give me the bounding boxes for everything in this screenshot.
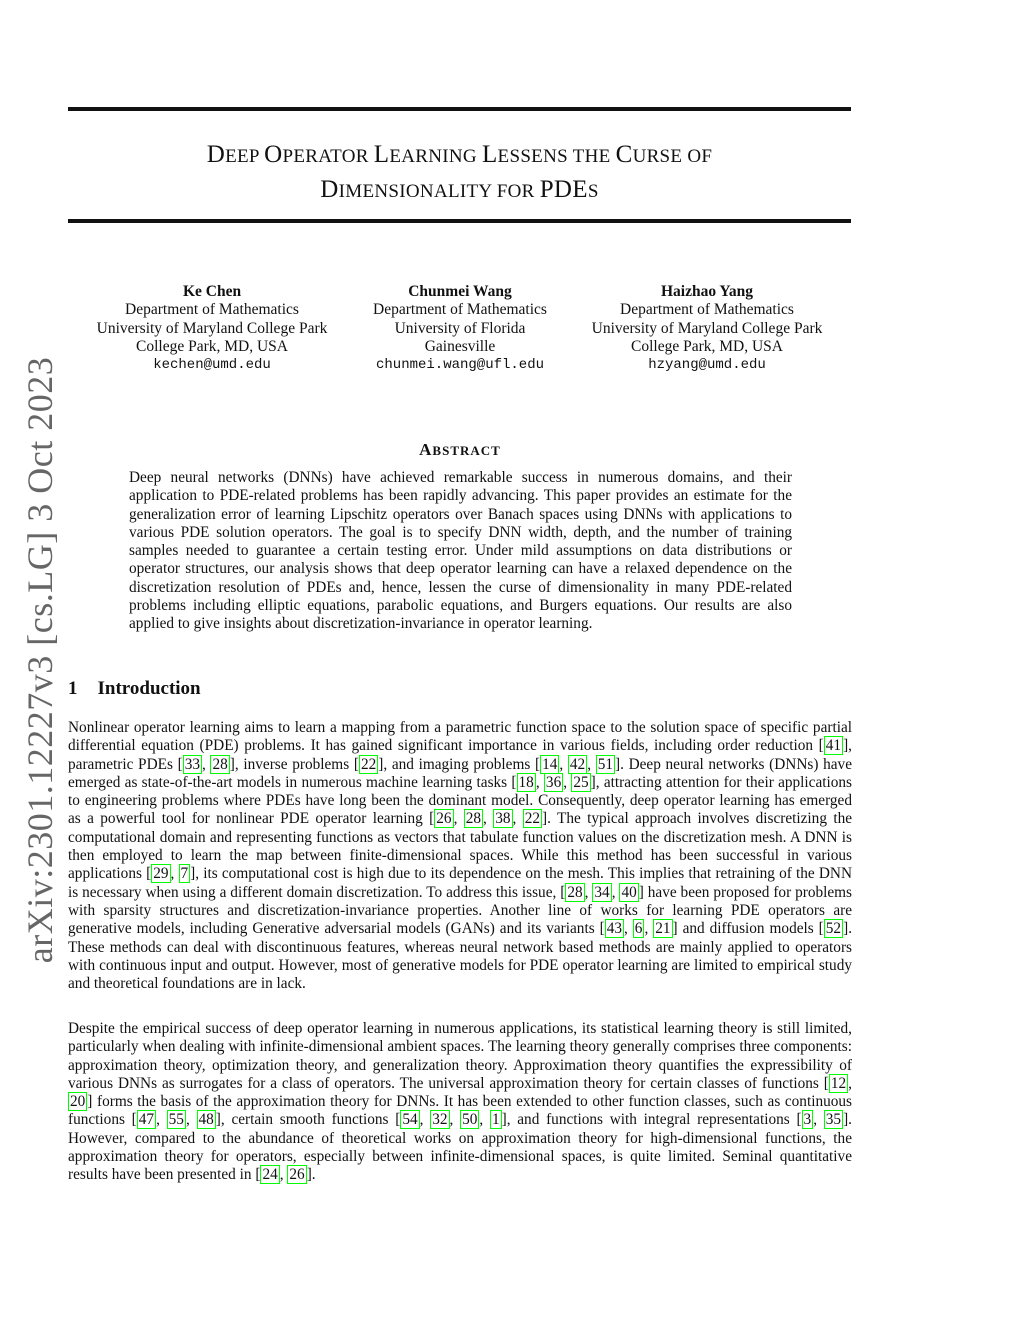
- citation-link[interactable]: 41: [825, 737, 842, 755]
- citation: [ 24 , 26 ]: [255, 1166, 312, 1184]
- citation-link[interactable]: 12: [830, 1074, 847, 1092]
- author-department: Department of Mathematics: [125, 301, 299, 319]
- author-email[interactable]: hzyang@umd.edu: [648, 357, 766, 374]
- citation: [ 3 , 35 ]: [796, 1111, 849, 1129]
- author-location: College Park, MD, USA: [631, 337, 783, 355]
- title-segment: D: [320, 176, 339, 203]
- citation: [ 12 , 20 ]: [70, 1074, 852, 1111]
- title-segment: URSE OF: [632, 146, 713, 167]
- author-email[interactable]: chunmei.wang@ufl.edu: [375, 357, 545, 374]
- author-email[interactable]: kechen@umd.edu: [153, 357, 271, 374]
- author-location: Gainesville: [424, 337, 496, 355]
- author-department: Department of Mathematics: [620, 301, 794, 319]
- title-segment: IMENSIONALITY FOR: [338, 181, 540, 202]
- citation-link[interactable]: 28: [465, 810, 482, 828]
- citation-link[interactable]: 40: [621, 883, 637, 901]
- abstract-heading-initial: A: [419, 440, 433, 459]
- citation-link[interactable]: 25: [573, 773, 589, 791]
- citation-link[interactable]: 22: [360, 755, 377, 773]
- citation-link[interactable]: 51: [597, 755, 613, 773]
- citation: [ 43 , 6 , 21 ]: [599, 920, 678, 938]
- author-institution: University of Maryland College Park: [96, 319, 328, 337]
- citation: [ 33 , 28 ]: [177, 755, 235, 773]
- citation: [ 41 ]: [818, 737, 849, 755]
- citation-link[interactable]: 14: [542, 755, 558, 773]
- citation-link[interactable]: 22: [524, 810, 540, 828]
- citation: [ 28 , 34 , 40 ]: [560, 883, 644, 901]
- citation-link[interactable]: 28: [567, 883, 583, 901]
- author-2: [320, 283, 600, 374]
- citation-link[interactable]: 34: [594, 883, 610, 901]
- title-segment: O: [264, 141, 283, 168]
- citation-link[interactable]: 54: [402, 1111, 418, 1129]
- intro-paragraph-2: Despite the empirical success of deep operator learning in numerous applications, its statistical learning theory is still limited, particularly when dealing with infinite-dimensional ambient spaces. The learning theory generally comprises three components: approximation theory, optimization theory, and generalization theory. Approximation theory quantifies the expressibility of various DNNs as surrogates for a class of operators. The universal approximation theory for certain classes of functions [ 12 , 20 ] forms the basis of the approximation theory for DNNs. It has been extended to other function classes, such as continuous functions [ 47 , 55 , 48 ], certain smooth functions [ 54 , 32 , 50 , 1 ], and functions with integral representations [ 3 , 35 ]. However, compared to the abundance of theoretical works on approximation theory for high-dimensional functions, the approximation theory for operators, especially between infinite-dimensional spaces, is quite limited. Seminal quantitative results have been presented in [ 24 , 26 ].: [68, 1020, 852, 1184]
- citation: [ 52 ]: [818, 920, 849, 938]
- citation: [ 54 , 32 , 50 , 1 ]: [395, 1111, 507, 1129]
- author-1: [72, 283, 352, 374]
- paper-title: [68, 138, 851, 208]
- arxiv-identifier: arXiv:2301.12227v3 [cs.LG] 3 Oct 2023: [20, 356, 60, 964]
- citation-link[interactable]: 42: [569, 755, 586, 773]
- citation-link[interactable]: 7: [180, 865, 189, 883]
- title-segment: L: [373, 141, 390, 168]
- author-name: Chunmei Wang: [408, 283, 512, 300]
- citation: [ 14 , 42 , 51 ]: [534, 755, 621, 773]
- citation-link[interactable]: 55: [168, 1111, 184, 1129]
- abstract-text: Deep neural networks (DNNs) have achieved remarkable success in numerous domains, and their application to PDE-related problems has been rapidly advancing. This paper provides an estimate for the generalization error of learning Lipschitz operators over Banach spaces using DNNs with applications to various PDE solution operators. The goal is to specify DNN width, depth, and the number of training samples needed to guarantee a certain testing error. Under mild assumptions on data distributions or operator structures, our analysis shows that deep operator learning can have a relaxed dependence on the discretization resolution of PDEs and, hence, lessen the curse of dimensionality in many PDE-related problems including elliptic equations, parabolic equations, and Burgers equations. Our results are also applied to give insights about discretization-invariance in operator learning.: [129, 469, 792, 633]
- author-3: [567, 283, 847, 374]
- author-name: Haizhao Yang: [660, 283, 753, 300]
- citation-link[interactable]: 38: [495, 810, 511, 828]
- citation: [ 47 , 55 , 48 ]: [131, 1111, 221, 1129]
- title-segment: ESSENS THE: [497, 146, 616, 167]
- citation-link[interactable]: 35: [825, 1111, 842, 1129]
- citation-link[interactable]: 26: [289, 1166, 305, 1184]
- citation-link[interactable]: 1: [491, 1111, 500, 1129]
- abstract-heading: [0, 440, 920, 460]
- citation-link[interactable]: 21: [655, 920, 671, 938]
- citation-link[interactable]: 24: [262, 1166, 278, 1184]
- title-segment: EEP: [225, 146, 265, 167]
- title-segment: PDE: [539, 176, 588, 203]
- citation-link[interactable]: 18: [518, 773, 534, 791]
- title-rule-top: [68, 107, 851, 111]
- author-location: College Park, MD, USA: [136, 337, 288, 355]
- citation-link[interactable]: 43: [606, 920, 623, 938]
- title-line-1: [68, 138, 851, 173]
- citation-link[interactable]: 33: [184, 755, 200, 773]
- citation-link[interactable]: 28: [212, 755, 228, 773]
- author-name: Ke Chen: [182, 283, 242, 300]
- citation-link[interactable]: 29: [153, 865, 169, 883]
- title-segment: L: [481, 141, 498, 168]
- citation-link[interactable]: 6: [634, 920, 643, 938]
- citation-link[interactable]: 50: [462, 1111, 478, 1129]
- intro-paragraph-1: Nonlinear operator learning aims to learn a mapping from a parametric function space to the solution space of specific partial differential equation (PDE) problems. It has gained significant importance in various fields, including order reduction [ 41 ], parametric PDEs [ 33 , 28 ], inverse problems [ 22 ], and imaging problems [ 14 , 42 , 51 ]. Deep neural networks (DNNs) have emerged as state-of-the-art models in numerous machine learning tasks [ 18 , 36 , 25 ], attracting attention for their applications to engineering problems where PDEs have long been the dominant model. Consequently, deep operator learning has emerged as a powerful tool for nonlinear PDE operator learning [ 26 , 28 , 38 , 22 ]. The typical approach involves discretizing the computational domain and representing functions as vectors that tabulate function values on the discretization mesh. A DNN is then employed to learn the map between finite-dimensional spaces. While this method has been successful in various applications [ 29 , 7 ], its computational cost is high due to its dependence on the mesh. This implies that retraining of the DNN is necessary when using a different domain discretization. To address this issue, [ 28 , 34 , 40 ] have been proposed for problems with sparsity structures and discretization-invariance properties. Another line of works for learning PDE operators are generative models, including Generative adversarial models (GANs) and its variants [ 43 , 6 , 21 ] and diffusion models [ 52 ]. These methods can deal with discontinuous features, whereas neural network based methods are mainly applied to operators with continuous input and output. However, most of generative models for PDE operator learning are limited to empirical study and theoretical foundations are in lack.: [68, 719, 853, 993]
- citation-link[interactable]: 20: [70, 1093, 86, 1111]
- title-segment: C: [615, 141, 633, 168]
- section-number: 1: [68, 678, 78, 699]
- title-segment: EARNING: [389, 146, 482, 167]
- citation: [ 18 , 36 , 25 ]: [511, 773, 596, 791]
- citation-link[interactable]: 26: [436, 810, 452, 828]
- title-segment: S: [587, 181, 599, 202]
- title-segment: D: [206, 141, 226, 168]
- citation: [ 26 , 28 , 38 , 22 ]: [429, 810, 548, 828]
- citation-link[interactable]: 3: [803, 1111, 812, 1129]
- section-heading: [68, 678, 201, 700]
- author-institution: University of Maryland College Park: [591, 319, 823, 337]
- author-department: Department of Mathematics: [373, 301, 547, 319]
- citation: [ 29 , 7 ]: [146, 865, 196, 883]
- title-line-2: [68, 173, 851, 208]
- title-segment: PERATOR: [282, 146, 374, 167]
- section-title: Introduction: [97, 678, 201, 699]
- abstract-heading-rest: BSTRACT: [432, 443, 501, 458]
- citation-link[interactable]: 36: [545, 773, 562, 791]
- author-institution: University of Florida: [394, 319, 526, 337]
- citation: [ 22 ]: [353, 755, 384, 773]
- title-rule-bottom: [68, 219, 851, 223]
- citation-link[interactable]: 52: [825, 920, 842, 938]
- citation-link[interactable]: 48: [198, 1111, 214, 1129]
- citation-link[interactable]: 47: [138, 1111, 155, 1129]
- citation-link[interactable]: 32: [432, 1111, 448, 1129]
